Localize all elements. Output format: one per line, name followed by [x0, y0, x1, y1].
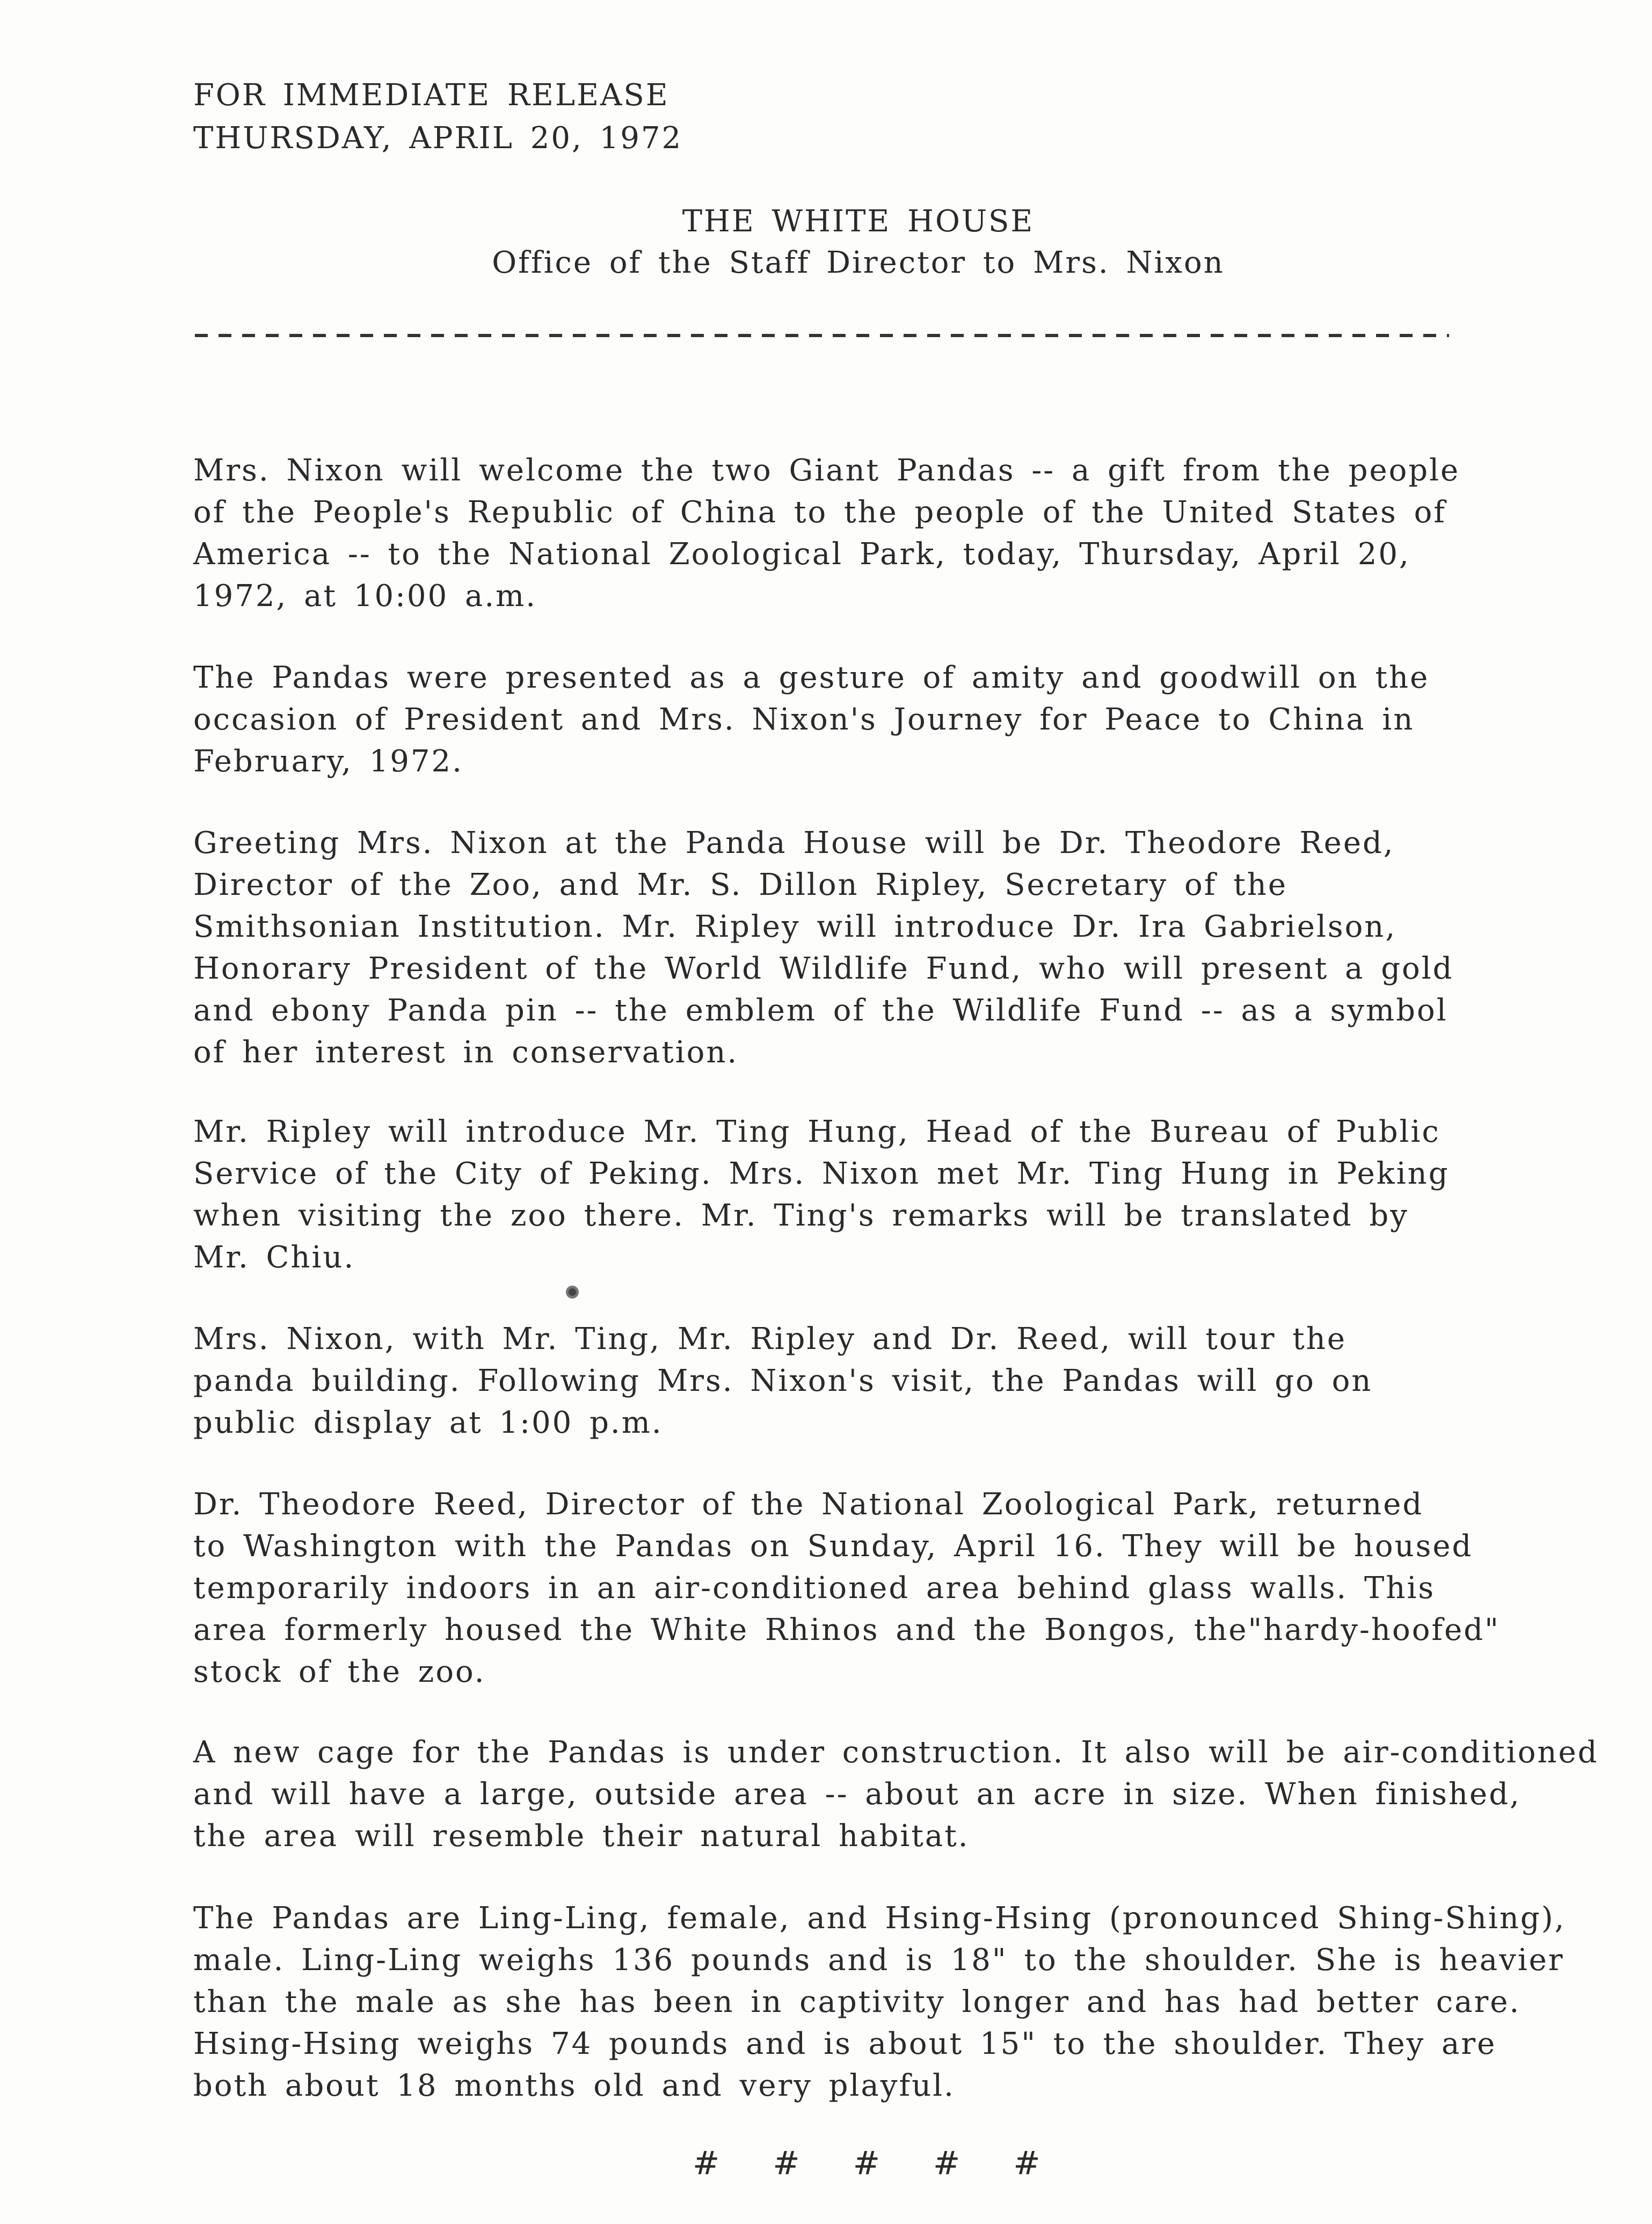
paragraph-line: 1972, at 10:00 a.m. — [193, 579, 537, 614]
paragraph-line: male. Ling-Ling weighs 136 pounds and is 18" to the shoulder. She is heavier — [193, 1943, 1564, 1978]
paragraph-line: of the People's Republic of China to the people of the United States of — [193, 495, 1447, 530]
paragraph-line: panda building. Following Mrs. Nixon's visit, the Pandas will go on — [193, 1363, 1373, 1398]
paragraph-line: area formerly housed the White Rhinos and the Bongos, the"hardy-hoofed" — [193, 1613, 1500, 1647]
dashed-divider — [195, 334, 1449, 337]
paragraph-line: Director of the Zoo, and Mr. S. Dillon Ripley, Secretary of the — [193, 867, 1288, 902]
paragraph-line: Honorary President of the World Wildlife Fund, who will present a gold — [193, 951, 1454, 986]
paragraph-line: Mr. Ripley will introduce Mr. Ting Hung, Head of the Bureau of Public — [193, 1114, 1440, 1149]
paragraph-line: The Pandas are Ling-Ling, female, and Hsing-Hsing (pronounced Shing-Shing), — [193, 1901, 1566, 1936]
paragraph-line: temporarily indoors in an air-conditioned area behind glass walls. This — [193, 1571, 1436, 1606]
paragraph-line: than the male as she has been in captivity longer and has had better care. — [193, 1985, 1521, 2019]
ink-smudge — [565, 1284, 579, 1300]
paragraph-line: Mrs. Nixon, with Mr. Ting, Mr. Ripley and Dr. Reed, will tour the — [193, 1322, 1347, 1357]
end-marks: # # # # # — [693, 2145, 1062, 2182]
paragraph-line: of her interest in conservation. — [193, 1035, 739, 1070]
paragraph-line: The Pandas were presented as a gesture of amity and goodwill on the — [193, 660, 1430, 695]
paragraph-3 — [193, 822, 1652, 1074]
paragraph-line: when visiting the zoo there. Mr. Ting's remarks will be translated by — [193, 1198, 1409, 1233]
paragraph-6 — [193, 1484, 1652, 1693]
paragraph-line: America -- to the National Zoological Park, today, Thursday, April 20, — [193, 537, 1410, 572]
paragraph-line: stock of the zoo. — [193, 1654, 486, 1689]
paragraph-7 — [193, 1732, 1652, 1857]
paragraph-line: Dr. Theodore Reed, Director of the National Zoological Park, returned — [193, 1487, 1424, 1522]
paragraph-line: Greeting Mrs. Nixon at the Panda House will be Dr. Theodore Reed, — [193, 826, 1395, 861]
release-notice: FOR IMMEDIATE RELEASE — [193, 78, 669, 113]
release-date: THURSDAY, APRIL 20, 1972 — [193, 121, 683, 156]
paragraph-line: February, 1972. — [193, 744, 463, 779]
paragraph-5 — [193, 1318, 1652, 1444]
paragraph-line: A new cage for the Pandas is under construction. It also will be air-conditioned — [193, 1735, 1599, 1770]
paragraph-line: Hsing-Hsing weighs 74 pounds and is about 15" to the shoulder. They are — [193, 2026, 1497, 2061]
document-title: THE WHITE HOUSE — [682, 204, 1035, 239]
paragraph-line: occasion of President and Mrs. Nixon's Journey for Peace to China in — [193, 702, 1415, 737]
paragraph-line: Smithsonian Institution. Mr. Ripley will introduce Dr. Ira Gabrielson, — [193, 909, 1397, 944]
paragraph-line: the area will resemble their natural habitat. — [193, 1819, 970, 1854]
paragraph-4 — [193, 1111, 1652, 1279]
paragraph-line: to Washington with the Pandas on Sunday, April 16. They will be housed — [193, 1529, 1473, 1564]
paragraph-2 — [193, 657, 1652, 783]
document-subtitle: Office of the Staff Director to Mrs. Nixon — [492, 245, 1225, 280]
paragraph-line: and will have a large, outside area -- about an acre in size. When finished, — [193, 1777, 1521, 1812]
paragraph-line: Service of the City of Peking. Mrs. Nixon met Mr. Ting Hung in Peking — [193, 1156, 1450, 1191]
paragraph-line: Mrs. Nixon will welcome the two Giant Pandas -- a gift from the people — [193, 453, 1460, 488]
paragraph-line: public display at 1:00 p.m. — [193, 1405, 663, 1440]
paragraph-line: Mr. Chiu. — [193, 1240, 355, 1275]
paragraph-line: and ebony Panda pin -- the emblem of the Wildlife Fund -- as a symbol — [193, 993, 1448, 1028]
paragraph-1 — [193, 450, 1652, 617]
paragraph-8 — [193, 1898, 1652, 2107]
paragraph-line: both about 18 months old and very playful. — [193, 2068, 955, 2103]
